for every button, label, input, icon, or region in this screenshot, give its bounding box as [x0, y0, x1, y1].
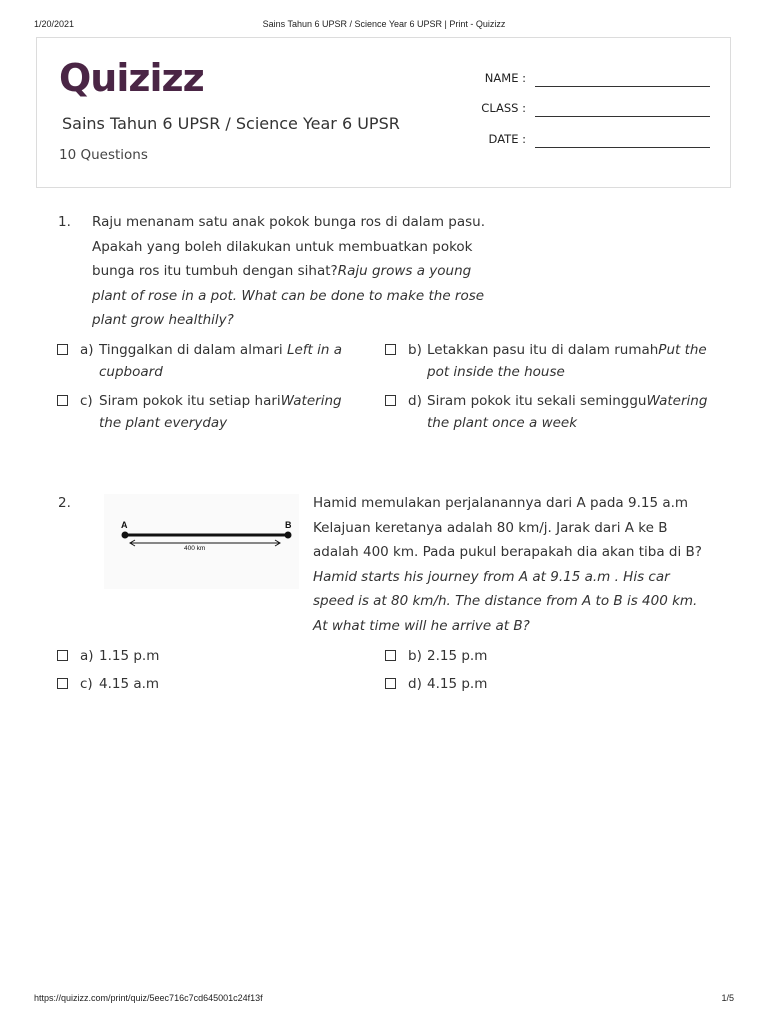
option-letter: b)	[408, 648, 422, 664]
date-label: DATE :	[488, 132, 526, 146]
option-letter: c)	[80, 676, 93, 692]
option-text	[99, 340, 349, 383]
checkbox[interactable]	[57, 678, 68, 689]
option-letter: d)	[408, 676, 422, 692]
option-text-malay: Siram pokok itu sekali seminggu	[427, 393, 647, 409]
distance-diagram-svg	[104, 494, 299, 589]
checkbox[interactable]	[385, 650, 396, 661]
question-2-text-english: Hamid starts his journey from A at 9.15 a.m . His car speed is at 80 km/h. The distance from A to B is 400 km. At what time will he arrive at B?	[313, 568, 698, 634]
checkbox[interactable]	[57, 344, 68, 355]
question-1-text	[92, 210, 492, 333]
question-2-number: 2.	[58, 495, 71, 511]
option-text-english: Watering the plant once a week	[427, 393, 708, 431]
class-line[interactable]	[535, 116, 710, 117]
name-line[interactable]	[535, 86, 710, 87]
date-line[interactable]	[535, 147, 710, 148]
point-b-dot	[285, 532, 292, 539]
question-count: 10 Questions	[59, 147, 148, 163]
question-1-text-malay: Raju menanam satu anak pokok bunga ros di dalam pasu. Apakah yang boleh dilakukan untuk membuatkan pokok bunga ros itu tumbuh dengan sihat?	[92, 214, 485, 279]
option-text	[99, 391, 361, 434]
distance-diagram	[104, 494, 299, 589]
question-2-text-malay: Hamid memulakan perjalanannya dari A pada 9.15 a.m Kelajuan keretanya adalah 80 km/j. Jarak dari A ke B adalah 400 km. Pada pukul berapakah dia akan tiba di B?	[313, 495, 702, 560]
checkbox[interactable]	[57, 395, 68, 406]
option-text-malay: Siram pokok itu setiap hari	[99, 393, 281, 409]
option-text	[427, 391, 712, 434]
option-text-english: Watering the plant everyday	[99, 393, 342, 431]
quizizz-logo: Quizizz	[59, 56, 204, 100]
option-text: 2.15 p.m	[427, 648, 488, 664]
option-letter: c)	[80, 393, 93, 409]
option-letter: a)	[80, 342, 94, 358]
checkbox[interactable]	[385, 395, 396, 406]
option-text-english: Left in a cupboard	[99, 342, 343, 380]
question-2-text	[313, 491, 713, 638]
checkbox[interactable]	[385, 678, 396, 689]
option-letter: d)	[408, 393, 422, 409]
print-date: 1/20/2021	[34, 19, 75, 29]
question-1-number: 1.	[58, 214, 71, 230]
option-text-malay: Letakkan pasu itu di dalam rumah	[427, 342, 659, 358]
checkbox[interactable]	[385, 344, 396, 355]
option-letter: b)	[408, 342, 422, 358]
print-title: Sains Tahun 6 UPSR / Science Year 6 UPSR | Print - Quizizz	[262, 19, 506, 29]
page-number: 1/5	[721, 993, 734, 1003]
point-a-dot	[122, 532, 129, 539]
option-text: 4.15 a.m	[99, 676, 160, 692]
checkbox[interactable]	[57, 650, 68, 661]
point-a-label: A	[121, 520, 128, 530]
option-text: 1.15 p.m	[99, 648, 160, 664]
name-label: NAME :	[484, 71, 526, 85]
print-url[interactable]: https://quizizz.com/print/quiz/5eec716c7cd645001c24f13f	[34, 993, 263, 1003]
class-label: CLASS :	[481, 101, 526, 115]
option-text-english: Put the pot inside the house	[427, 342, 707, 380]
option-text-malay: Tinggalkan di dalam almari	[99, 342, 287, 358]
option-text: 4.15 p.m	[427, 676, 488, 692]
question-1-text-english: Raju grows a young plant of rose in a pot. What can be done to make the rose plant grow healthily?	[92, 263, 485, 328]
page-title: Sains Tahun 6 UPSR / Science Year 6 UPSR	[62, 114, 400, 133]
option-letter: a)	[80, 648, 94, 664]
point-b-label: B	[285, 520, 292, 530]
quiz-header-card	[36, 37, 731, 188]
option-text	[427, 340, 712, 383]
distance-label: 400 km	[184, 545, 206, 552]
